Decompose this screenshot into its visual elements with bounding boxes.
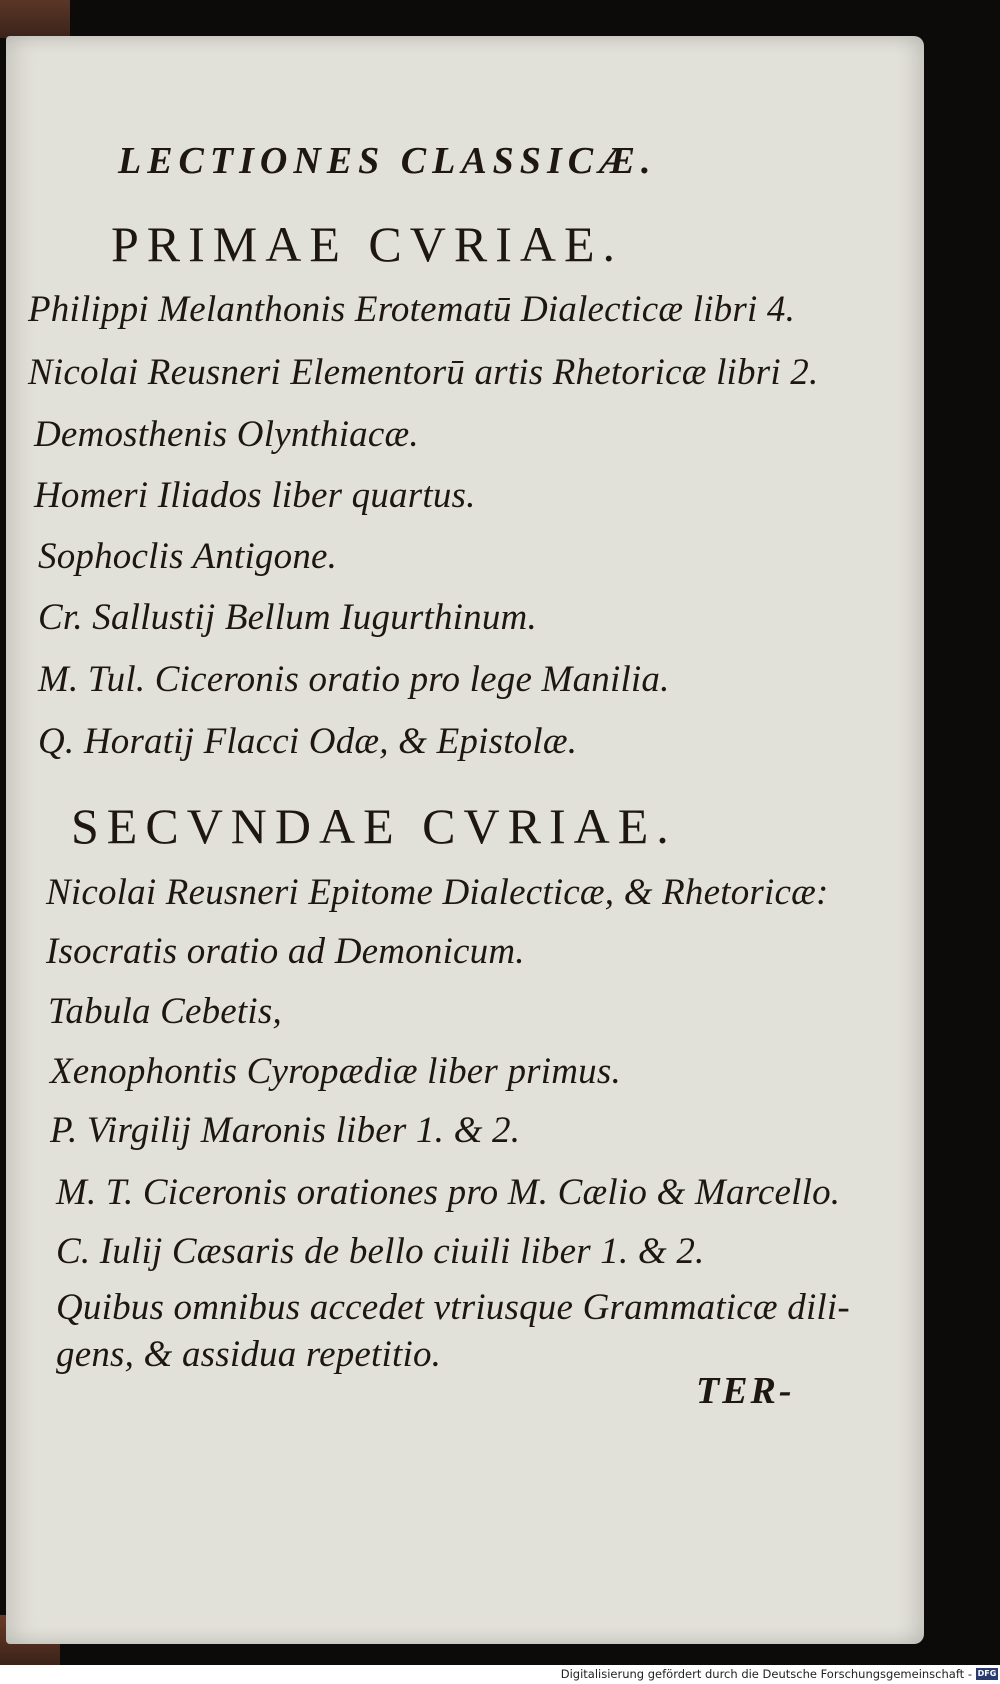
entry-secundae-8: Quibus omnibus accedet vtriusque Grammaticæ dili- bbox=[56, 1287, 850, 1328]
entry-primae-6: Cr. Sallustij Bellum Iugurthinum. bbox=[38, 597, 537, 638]
dfg-logo-icon: DFG bbox=[977, 1669, 997, 1678]
entry-primae-8: Q. Horatij Flacci Odæ, & Epistolæ. bbox=[38, 721, 578, 762]
catchword: TER- bbox=[696, 1370, 795, 1412]
entry-primae-2: Nicolai Reusneri Elementorū artis Rhetoricæ libri 2. bbox=[28, 352, 819, 393]
book-spine-top bbox=[0, 0, 70, 38]
entry-secundae-5: P. Virgilij Maronis liber 1. & 2. bbox=[50, 1110, 521, 1151]
entry-secundae-7: C. Iulij Cæsaris de bello ciuili liber 1. & 2. bbox=[56, 1231, 705, 1272]
section-title-secundae: SECVNDAE CVRIAE. bbox=[71, 798, 677, 854]
entry-secundae-2: Isocratis oratio ad Demonicum. bbox=[46, 931, 525, 972]
entry-secundae-9: gens, & assidua repetitio. bbox=[56, 1334, 442, 1375]
entry-primae-4: Homeri Iliados liber quartus. bbox=[34, 475, 476, 516]
entry-primae-1: Philippi Melanthonis Erotematū Dialecticæ libri 4. bbox=[28, 289, 796, 330]
book-page bbox=[6, 36, 924, 1644]
entry-secundae-6: M. T. Ciceronis orationes pro M. Cælio & Marcello. bbox=[56, 1172, 841, 1213]
entry-primae-5: Sophoclis Antigone. bbox=[38, 536, 338, 577]
entry-primae-3: Demosthenis Olynthiacæ. bbox=[34, 414, 419, 455]
entry-secundae-4: Xenophontis Cyropædiæ liber primus. bbox=[50, 1051, 621, 1092]
digitization-credit: Digitalisierung gefördert durch die Deutsche Forschungsgemeinschaft - bbox=[560, 1667, 972, 1681]
entry-primae-7: M. Tul. Ciceronis oratio pro lege Manilia. bbox=[38, 659, 670, 700]
section-title-primae: PRIMAE CVRIAE. bbox=[111, 216, 624, 272]
entry-secundae-1: Nicolai Reusneri Epitome Dialecticæ, & Rhetoricæ: bbox=[46, 872, 829, 913]
page-header: LECTIONES CLASSICÆ. bbox=[118, 140, 657, 182]
digitization-footer bbox=[0, 1665, 1000, 1684]
entry-secundae-3: Tabula Cebetis, bbox=[48, 991, 282, 1032]
